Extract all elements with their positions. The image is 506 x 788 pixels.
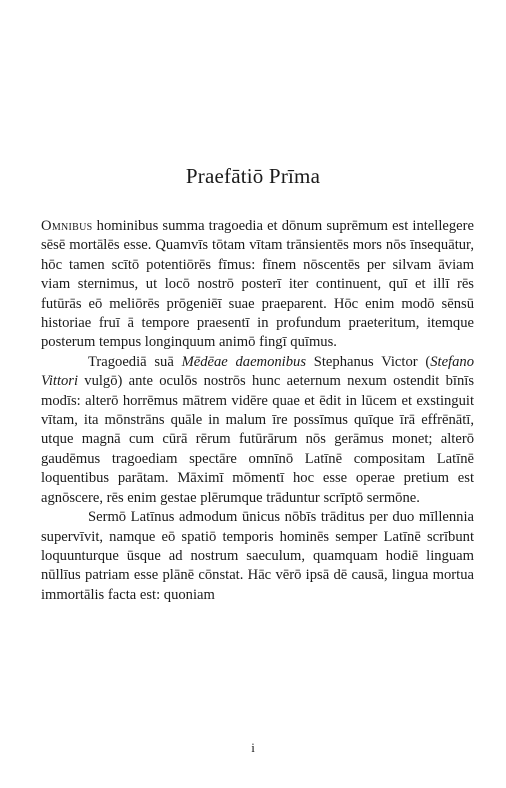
paragraph-1-lead: Omnibus <box>41 218 93 234</box>
paragraph-3-text: Sermō Latīnus admodum ūnicus nōbīs trāditus per duo mīllennia supervīvit, namque eō spatiō temporis hominēs semper Latīnē scrībunt loquunturque ūsque ad nostrum saeculum, quamquam hodiē linguam nūllīus patriam esse plānē cōnstat. Hāc vērō ipsā dē causā, lingua mortua immortālis facta est: quoniam <box>41 509 474 603</box>
preface-title: Praefātiō Prīma <box>185 164 321 188</box>
paragraph-1 <box>41 217 474 353</box>
paragraph-2 <box>41 353 474 508</box>
paragraph-3 <box>41 508 474 605</box>
paragraph-2-part3: vulgō) ante oculōs nostrōs hunc aeternum nexum ostendit bīnīs modīs: alterō horrēmus mātrem vidēre quae et ēdit in lūcem et exstinguit vītam, ita mōnstrāns quāle in malum īre possīmus quīque īrā effrēnātī, utque magnā cum cūrā rērum futūrārum nōs gerāmus monet; alterō gaudēmus tragoediam spectāre omnīnō Latīnē compositam Latīnē loquentibus parātam. Māximī mōmentī hoc esse operae pretium est agnōscere, rēs enim gestae plērumque trāduntur scrīptō sermōne. <box>41 373 474 506</box>
page-number: i <box>251 740 255 755</box>
play-title: Mēdēae daemonibus <box>181 353 307 370</box>
paragraph-2-part1: Tragoediā suā <box>88 353 182 370</box>
author-vernacular-name: Stefano Vittori <box>41 353 474 390</box>
paragraph-1-text: hominibus summa tragoedia et dōnum suprēmum est intellegere sēsē mortālēs esse. Quamvīs tōtam vītam trānsientēs mors nōs īnsequātur, hōc tamen scītō potentiōrēs fīmus: fīnem nōscentēs per silvam āviam viam sternimus, ut locō nostrō posterī iter continuent, quī et illī rēs futūrās eō meliōrēs prōgeniēī suae praeparent. Hōc enim modō sēnsū historiae fruī ā tempore praesentī in profundum praeteritum, itemque posterum tempus longinquum animō fingī quīmus. <box>41 218 474 351</box>
preface-body <box>41 217 474 605</box>
paragraph-2-part2: Stephanus Victor ( <box>306 353 431 370</box>
